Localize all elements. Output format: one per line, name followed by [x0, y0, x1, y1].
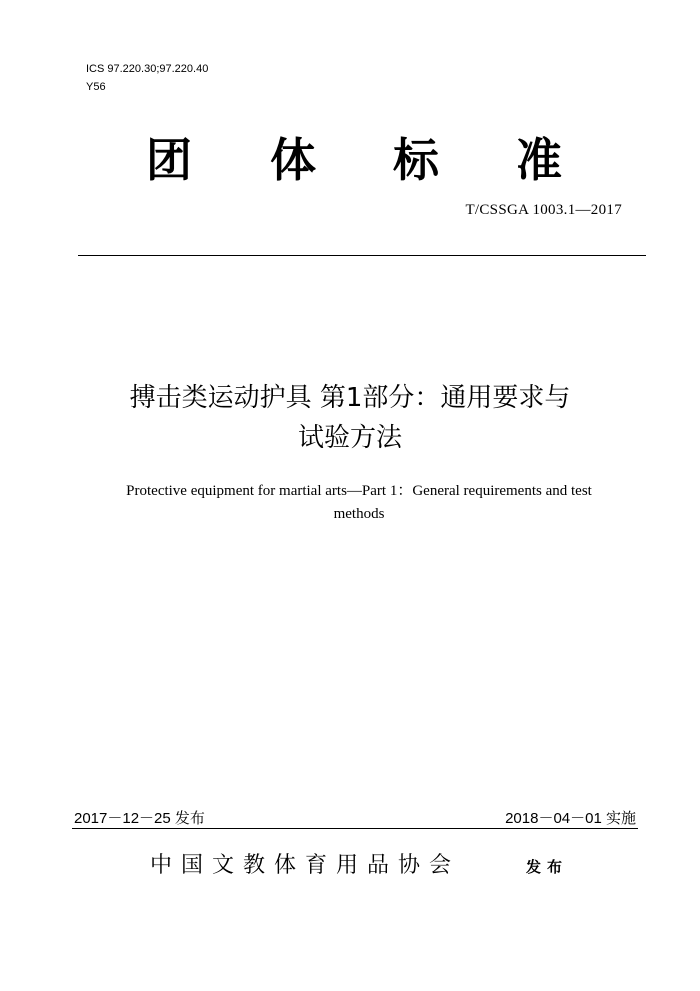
date-row: [72, 806, 638, 829]
chinese-title-line: 试验方法: [297, 423, 402, 453]
title-char: 准: [516, 133, 562, 187]
title-char: 团: [146, 133, 192, 187]
publisher-name: 中国文教体育用品协会: [150, 853, 461, 878]
classification-code: Y56: [86, 81, 106, 93]
english-title: [90, 480, 628, 526]
publish-label: 发布: [526, 858, 569, 876]
publisher-row: [0, 848, 700, 888]
issue-date: 2017－12－25 发布: [74, 810, 205, 827]
english-title-line: methods: [333, 506, 385, 522]
ics-code: ICS 97.220.30;97.220.40: [86, 63, 209, 75]
chinese-title: [60, 378, 640, 458]
english-title-line: Protective equipment for martial arts—Part 1：General requirements and test: [126, 483, 592, 499]
document-type-title: [0, 132, 700, 192]
title-char: 体: [270, 133, 316, 187]
standard-number: T/CSSGA 1003.1—2017: [465, 202, 622, 218]
title-char: 标: [393, 133, 439, 187]
header-divider: [78, 255, 646, 256]
chinese-title-line: 搏击类运动护具 第1部分：通用要求与: [129, 383, 571, 413]
implementation-date: 2018－04－01 实施: [505, 810, 636, 827]
